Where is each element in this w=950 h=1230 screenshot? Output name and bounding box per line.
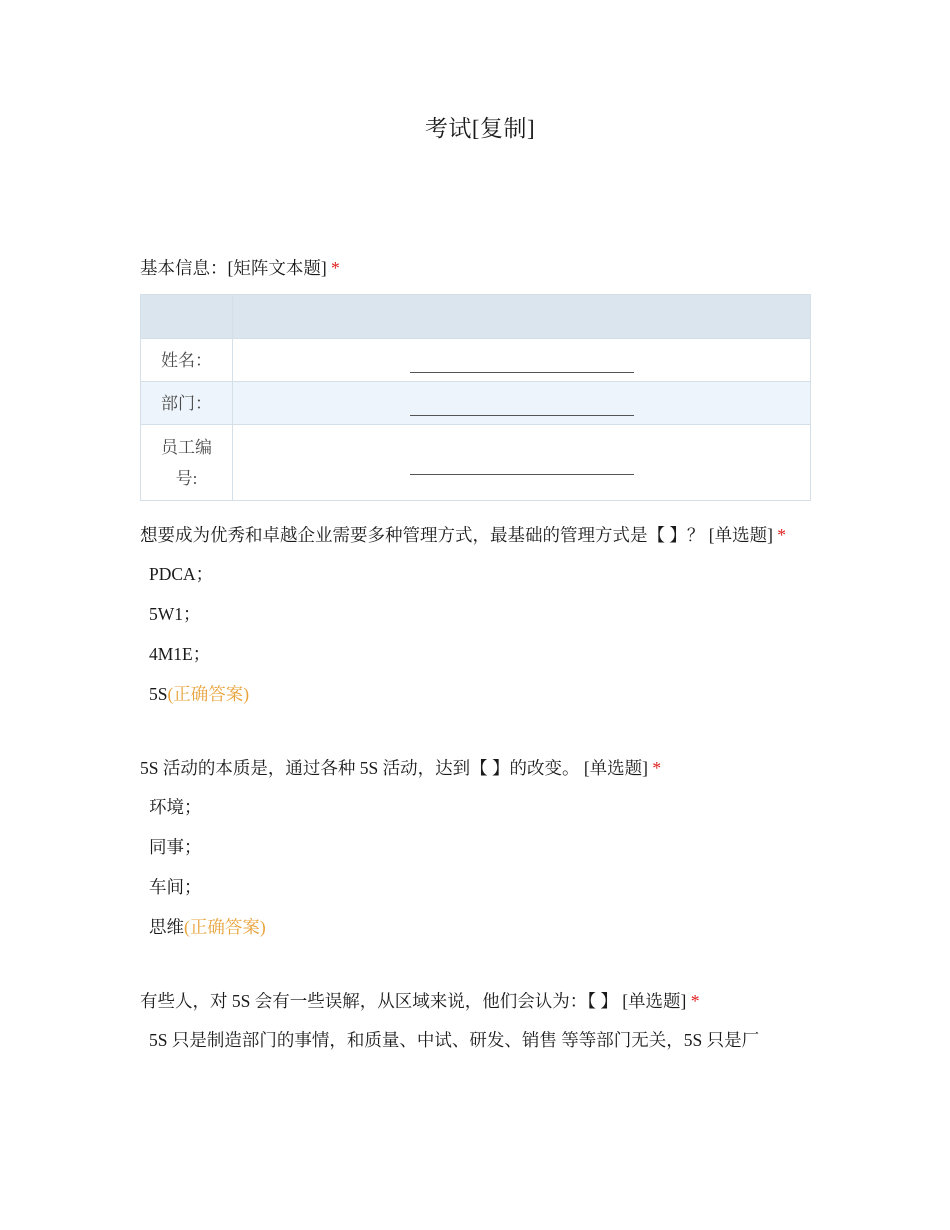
matrix-row-label: 部门：	[141, 382, 233, 425]
options-list	[140, 1020, 811, 1060]
matrix-header-row	[141, 295, 811, 339]
matrix-answer-cell	[233, 382, 811, 425]
option-item[interactable]: 5W1；	[149, 604, 201, 624]
matrix-header-cell	[233, 295, 811, 339]
survey-content	[140, 250, 811, 1060]
question-title: 5S 活动的本质是，通过各种 5S 活动，达到【 】的改变。 [单选题] *	[140, 758, 662, 778]
matrix-row	[141, 425, 811, 501]
required-mark: *	[652, 758, 662, 778]
answer-blank[interactable]	[410, 354, 634, 373]
matrix-answer-cell	[233, 425, 811, 501]
matrix-row-label: 姓名：	[141, 339, 233, 382]
options-list	[140, 554, 811, 714]
question-title: 有些人，对 5S 会有一些误解，从区域来说，他们会认为：【 】 [单选题] *	[140, 991, 700, 1011]
matrix-table	[140, 294, 811, 501]
question-2	[140, 517, 811, 714]
option-item[interactable]: 环境；	[149, 797, 202, 817]
options-list	[140, 787, 811, 947]
correct-answer-note: (正确答案)	[184, 917, 266, 937]
page-title: 考试[复制]	[424, 116, 536, 141]
matrix-row-label: 员工编号:	[141, 425, 233, 501]
question-1	[140, 250, 811, 501]
matrix-row	[141, 339, 811, 382]
required-mark: *	[690, 991, 700, 1011]
option-item[interactable]: 4M1E；	[149, 644, 211, 664]
question-title: 基本信息：[矩阵文本题] *	[140, 258, 340, 278]
option-item[interactable]: 5S(正确答案)	[149, 684, 250, 704]
correct-answer-note: (正确答案)	[167, 684, 250, 704]
matrix-header-label-cell	[141, 295, 233, 339]
option-item[interactable]: 车间；	[149, 877, 202, 897]
required-mark: *	[331, 258, 340, 278]
matrix-row	[141, 382, 811, 425]
option-item[interactable]: PDCA；	[149, 564, 214, 584]
answer-blank[interactable]	[410, 456, 634, 475]
question-3	[140, 750, 811, 947]
required-mark: *	[777, 525, 787, 545]
option-item[interactable]: 5S 只是制造部门的事情，和质量、中试、研发、销售 等等部门无关，5S 只是厂	[149, 1030, 760, 1050]
question-title: 想要成为优秀和卓越企业需要多种管理方式，最基础的管理方式是【 】？ [单选题] *	[140, 525, 787, 545]
question-4	[140, 983, 811, 1060]
matrix-answer-cell	[233, 339, 811, 382]
answer-blank[interactable]	[410, 397, 634, 416]
option-item[interactable]: 思维(正确答案)	[149, 917, 266, 937]
option-item[interactable]: 同事；	[149, 837, 202, 857]
